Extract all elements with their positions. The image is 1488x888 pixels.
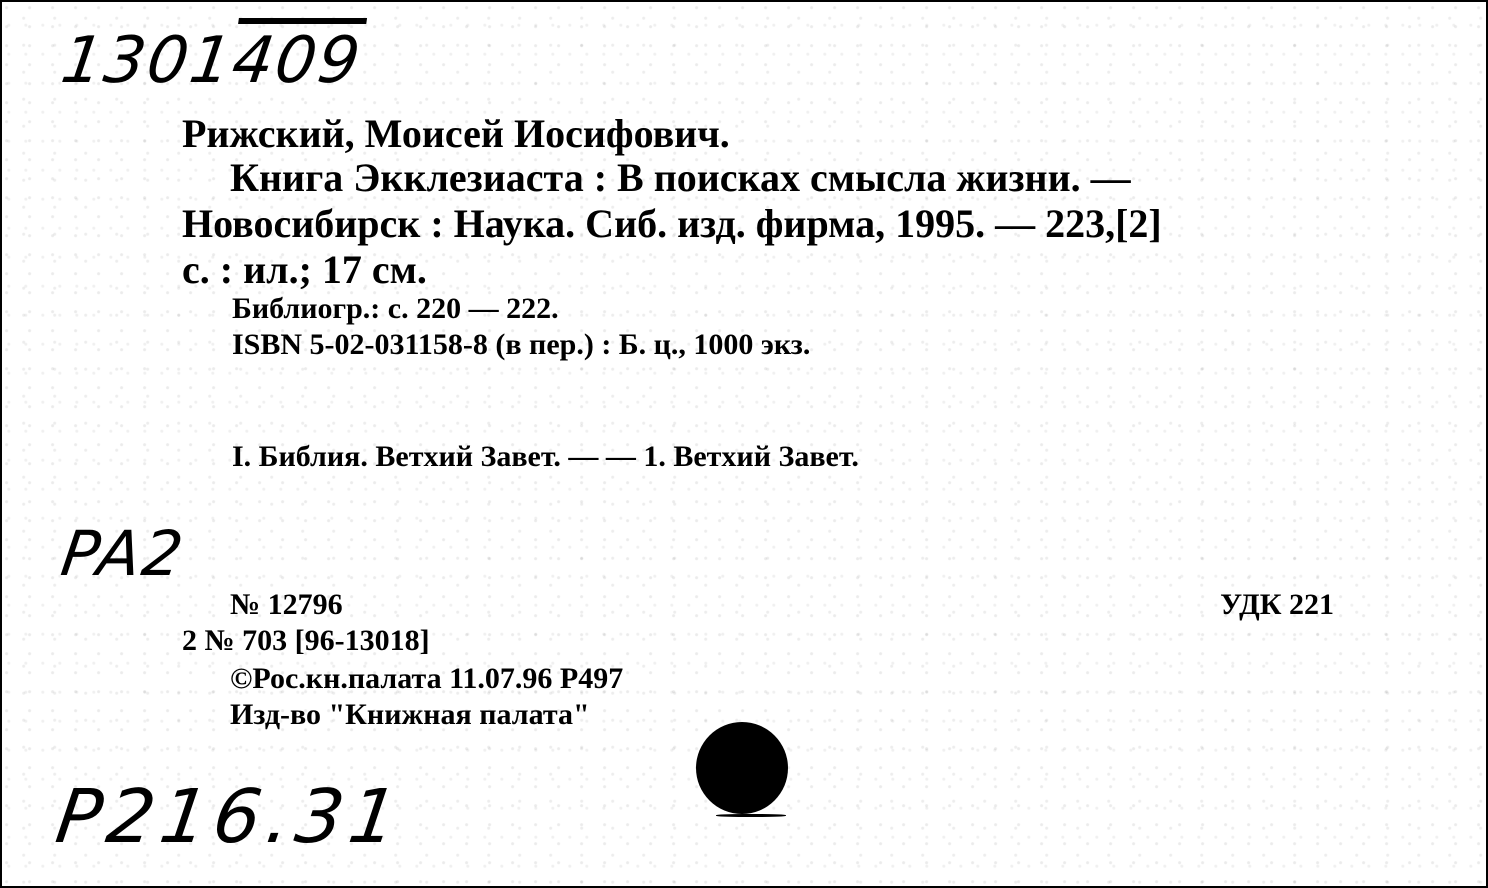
physical-description: с. : ил.; 17 см. bbox=[182, 247, 427, 292]
handwritten-call-number-main: 1301 bbox=[56, 24, 239, 98]
udc-code: УДК 221 bbox=[1220, 588, 1334, 621]
punch-hole-underline bbox=[716, 814, 786, 817]
record-number: № 12796 bbox=[230, 588, 343, 621]
handwritten-call-number-overlined: 409 bbox=[227, 24, 367, 98]
copyright-line: ©Рос.кн.палата 11.07.96 Р497 bbox=[230, 662, 624, 695]
subject-headings: I. Библия. Ветхий Завет. — — 1. Ветхий Завет. bbox=[232, 440, 859, 473]
handwritten-shelf-mark: P216.31 bbox=[50, 774, 409, 860]
author-heading: Рижский, Моисей Иосифович. bbox=[182, 111, 730, 156]
registration-number: 2 № 703 [96-13018] bbox=[182, 624, 430, 657]
isbn-note: ISBN 5-02-031158-8 (в пер.) : Б. ц., 1000 экз. bbox=[232, 328, 811, 361]
handwritten-classification-mark: PA2 bbox=[56, 517, 190, 590]
publication-statement: Новосибирск : Наука. Сиб. изд. фирма, 1995. — 223,[2] bbox=[182, 201, 1162, 246]
bibliography-note: Библиогр.: с. 220 — 222. bbox=[232, 292, 559, 325]
punch-hole bbox=[696, 722, 788, 814]
title-statement: Книга Экклезиаста : В поисках смысла жизни. — bbox=[230, 155, 1131, 200]
handwritten-call-number-top bbox=[57, 24, 366, 98]
publisher-line: Изд-во "Книжная палата" bbox=[230, 698, 590, 731]
